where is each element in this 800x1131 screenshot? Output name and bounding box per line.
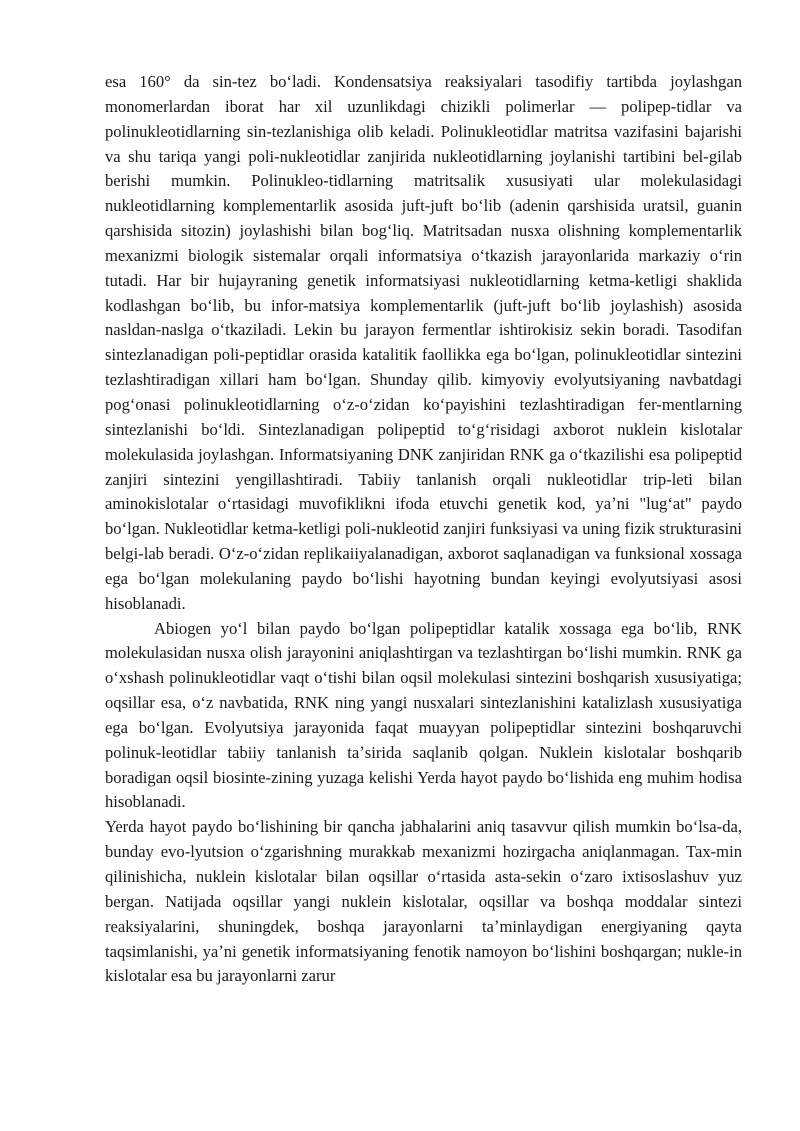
- paragraph-3: Yerda hayot paydo boʻlishining bir qancha jabhalarini aniq tasavvur qilish mumkin boʻlsa-da, bunday evo-lyutsion oʻzgarishning murakkab mexanizmi hozirgacha aniqlanmagan. Tax-min qilinishicha, nuklein kislotalar bilan oqsillar oʻrtasida asta-sekin oʻzaro ixtisoslashuv yuz bergan. Natijada oqsillar yangi nuklein kislotalar, oqsillar va boshqa moddalar sintezi reaksiyalarini, shuningdek, boshqa jarayonlarni taʼminlaydigan energiyaning qayta taqsimlanishi, yaʼni genetik informatsiyaning fenotik namoyon boʻlishini boshqargan; nukle-in kislotalar esa bu jarayonlarni zarur: [105, 817, 742, 986]
- document-page: [105, 70, 742, 989]
- paragraph-2: Abiogen yoʻl bilan paydo boʻlgan polipeptidlar katalik xossaga ega boʻlib, RNK molekulasidan nusxa olish jarayonini aniqlashtirgan va tezlashtirgan boʻlishi mumkin. RNK ga oʻxshash polinukleotidlar vaqt oʻtishi bilan oqsil molekulasi sintezini boshqarish xususiyatiga; oqsillar esa, oʻz navbatida, RNK ning yangi nusxalari sintezlanishini katalizlash xususiyatiga ega boʻlgan. Evolyutsiya jarayonida faqat muayyan polipeptidlar sintezini boshqaruvchi polinuk-leotidlar tabiiy tanlanish taʼsirida saqlanib qolgan. Nuklein kislotalar boshqarib boradigan oqsil biosinte-zining yuzaga kelishi Yerda hayot paydo boʻlishida eng muhim hodisa hisoblanadi.: [105, 618, 742, 812]
- paragraph-1: esa 160° da sin-tez boʻladi. Kondensatsiya reaksiyalari tasodifiy tartibda joylashgan monomerlardan iborat har xil uzunlikdagi chizikli polimerlar — polipep-tidlar va polinukleotidlarning sin-tezlanishiga olib keladi. Polinukleotidlar matritsa vazifasini bajarishi va shu tariqa yangi poli-nukleotidlar zanjirida nukleotidlarning joylanishi tartibini bel-gilab berishi mumkin. Polinukleo-tidlarning matritsalik xususiyati ular molekulasidagi nukleotidlarning komplementarlik asosida juft-juft boʻlib (adenin qarshisida uratsil, guanin qarshisida sitozin) joylashishi bilan bogʻliq. Matritsadan nusxa olishning komplementarlik mexanizmi biologik sistemalar orqali informatsiya oʻtkazish jarayonlarida markaziy oʻrin tutadi. Har bir hujayraning genetik informatsiyasi nukleotidlarning ketma-ketligi shaklida kodlashgan boʻlib, bu infor-matsiya komplementarlik (juft-juft boʻlib joylashish) asosida nasldan-naslga oʻtkaziladi. Lekin bu jarayon fermentlar ishtirokisiz sekin boradi. Tasodifan sintezlanadigan poli-peptidlar orasida katalitik faollikka ega boʻlgan, polinukleotidlar sintezini tezlashtiradigan xillari ham boʻlgan. Shunday qilib. kimyoviy evolyutsiyaning navbatdagi pogʻonasi polinukleotidlarning oʻz-oʻzidan koʻpayishini tezlashtiradigan fer-mentlarning sintezlanishi boʻldi. Sintezlanadigan polipeptid toʻgʻrisidagi axborot nuklein kislotalar molekulasida joylashgan. Informatsiyaning DNK zanjiridan RNK ga oʻtkazilishi esa polipeptid zanjiri sintezini yengillashtiradi. Tabiiy tanlanish orqali nukleotidlar trip-leti bilan aminokislotalar oʻrtasidagi muvofiklikni ifoda etuvchi genetik kod, yaʼni "lugʻat" paydo boʻlgan. Nukleotidlar ketma-ketligi poli-nukleotid zanjiri funksiyasi va uning fizik strukturasini belgi-lab beradi. Oʻz-oʻzidan replikaiiyalanadigan, axborot saqlanadigan va funksional xossaga ega boʻlgan molekulaning paydo boʻlishi hayotning bundan keyingi evolyutsiyasi asosi hisoblanadi.: [105, 72, 742, 613]
